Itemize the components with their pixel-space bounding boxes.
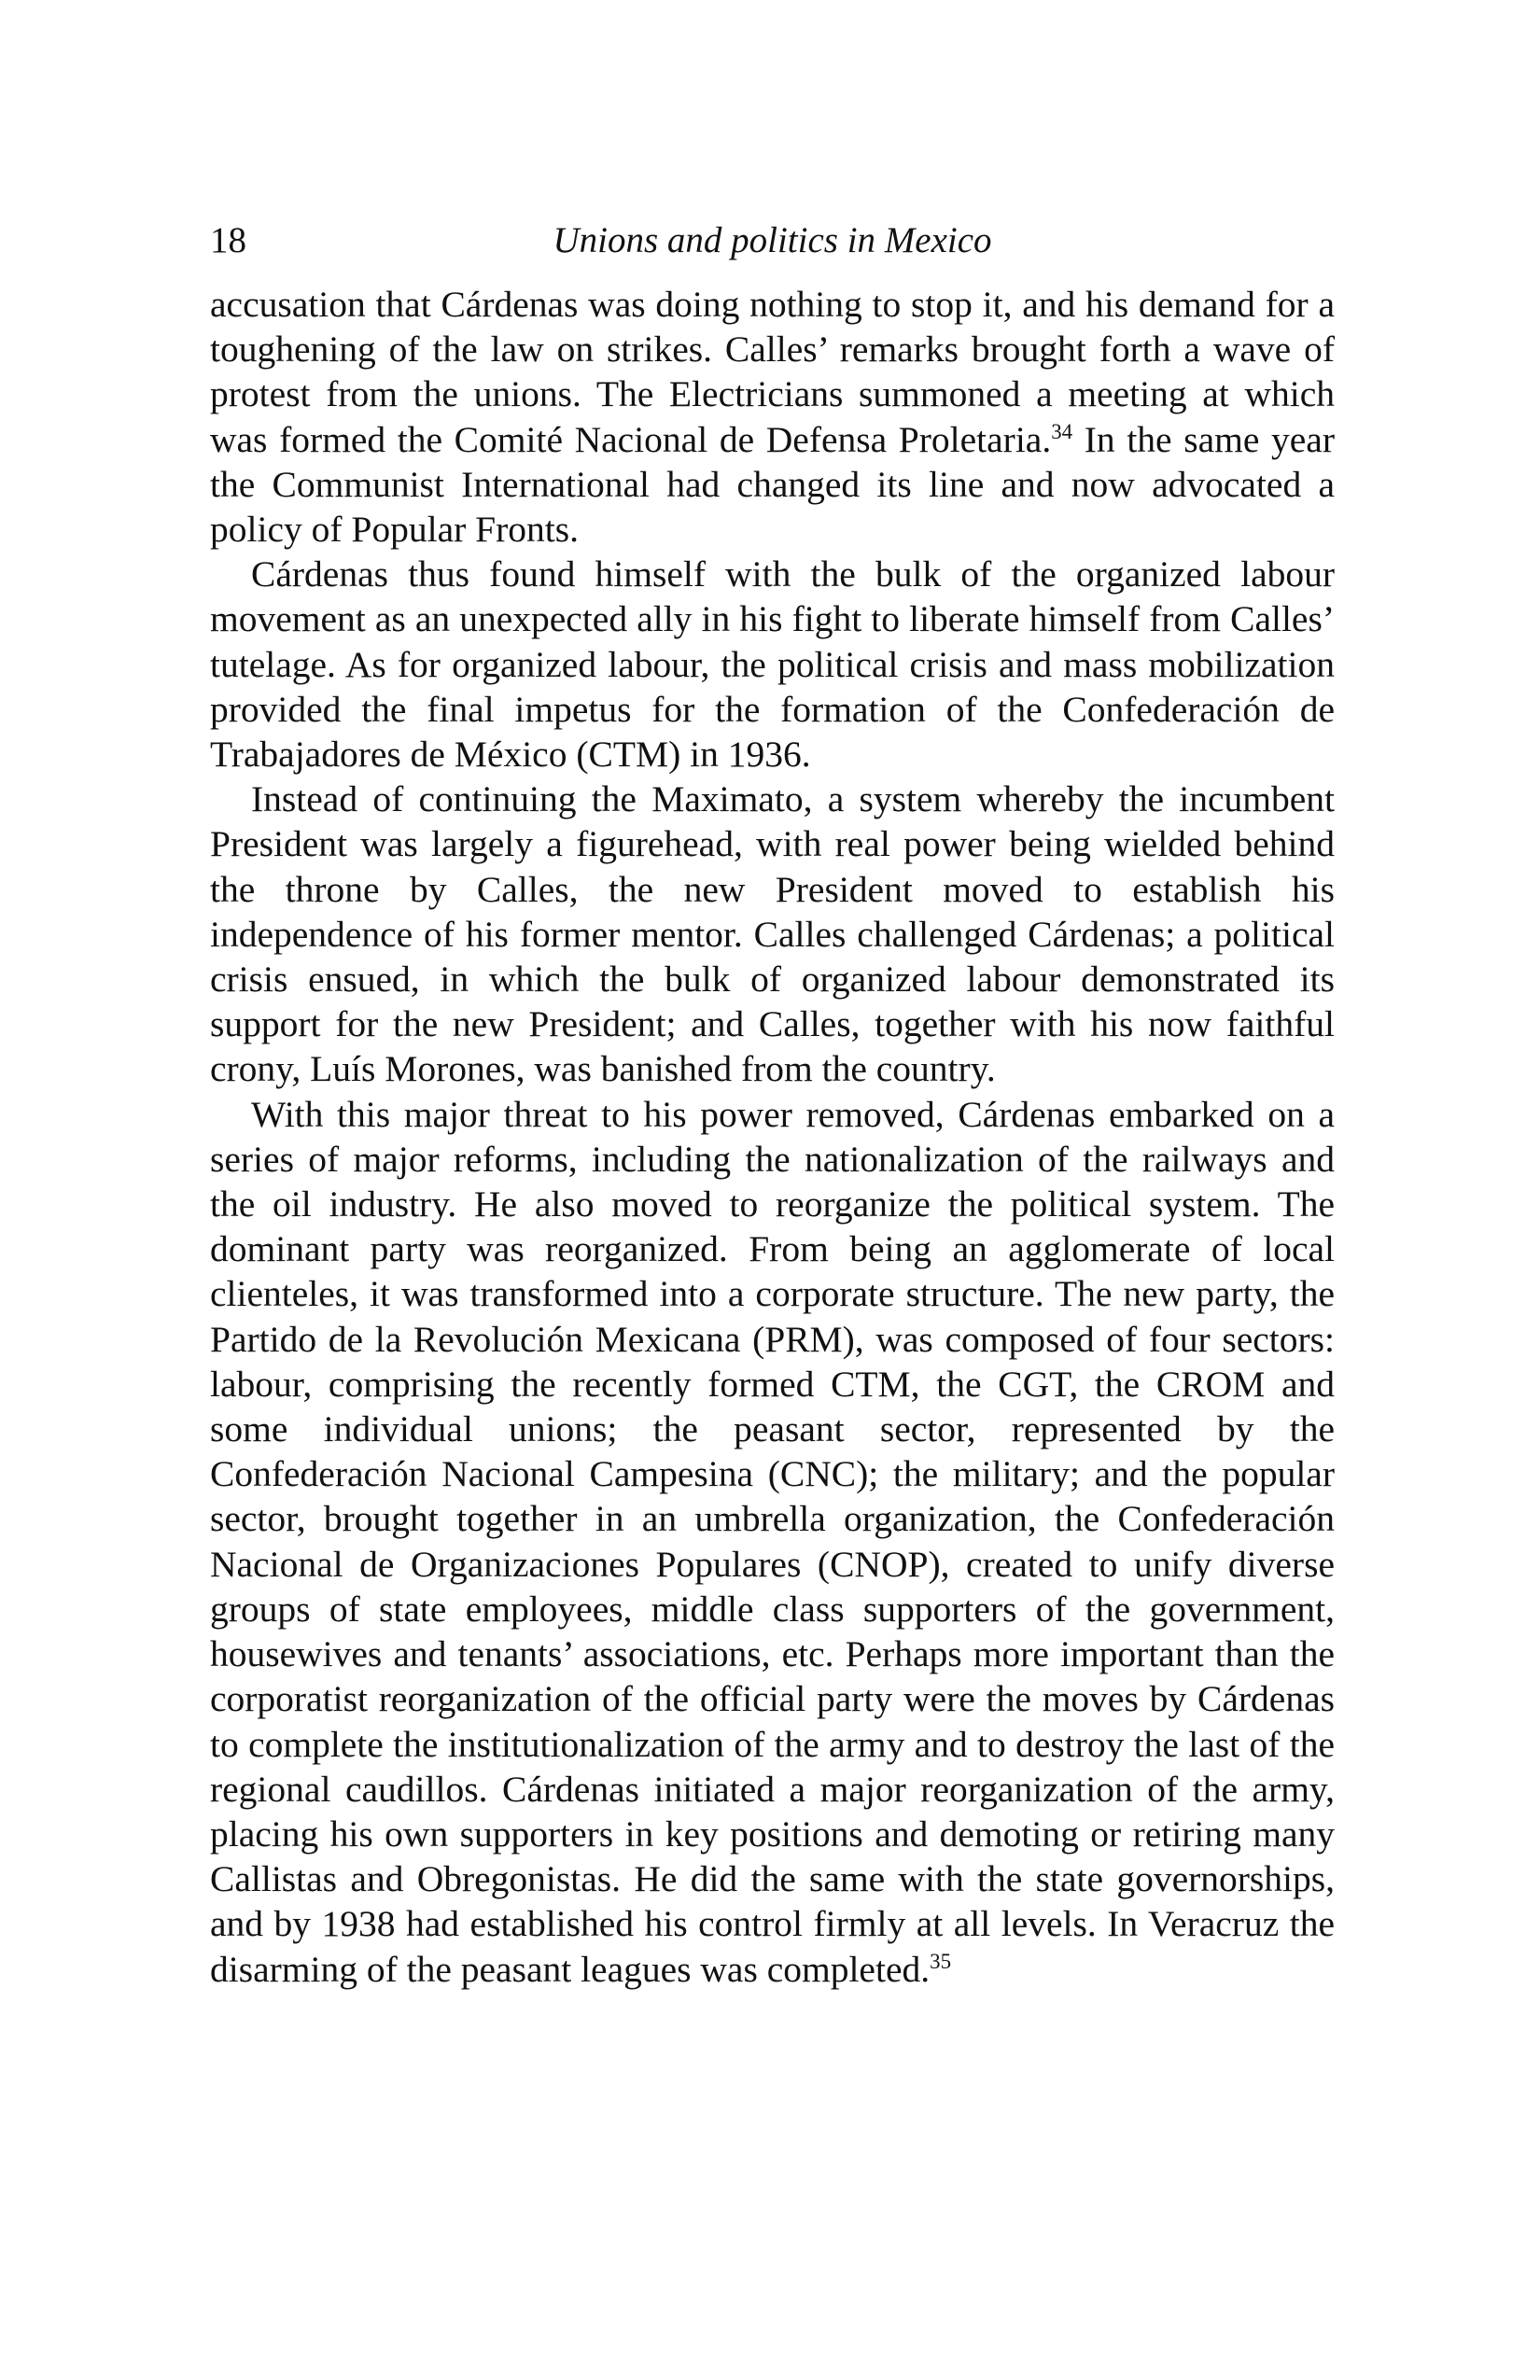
- body-text: [210, 282, 1335, 1992]
- paragraph-2: Cárdenas thus found himself with the bulk of the organized labour movement as an unexpected ally in his fight to liberate himself from Calles’ tutelage. As for organized labour, the political crisis and mass mobilization provided the final impetus for the formation of the Confederación de Trabajadores de México (CTM) in 1936.: [210, 553, 1335, 776]
- running-head: [210, 213, 1335, 269]
- paragraph-1-text-a: accusation that Cárdenas was doing nothing to stop it, and his demand for a toughening of the law on strikes. Calles’ remarks brought forth a wave of protest from the unions. The Electricians summoned a meeting at which was formed the Comité Nacional de Defensa Proletaria.: [210, 284, 1335, 460]
- paragraph-4: [210, 1092, 1335, 1992]
- paragraph-3: Instead of continuing the Maximato, a system whereby the incumbent President was largely a figurehead, with real power being wielded behind the throne by Calles, the new President moved to establish his independence of his former mentor. Calles challenged Cárdenas; a political crisis ensued, in which the bulk of organized labour demonstrated its support for the new President; and Calles, together with his now faithful crony, Luís Morones, was banished from the country.: [210, 778, 1335, 1090]
- paragraph-1: [210, 282, 1335, 552]
- running-title: Unions and politics in Mexico: [553, 220, 992, 260]
- paragraph-4-text-a: With this major threat to his power removed, Cárdenas embarked on a series of major reforms, including the nationalization of the railways and the oil industry. He also moved to reorganize the political system. The dominant party was reorganized. From being an agglomerate of local clienteles, it was transformed into a corporate structure. The new party, the Partido de la Revolución Mexicana (PRM), was composed of four sectors: labour, comprising the recently formed CTM, the CGT, the CROM and some individual unions; the peasant sector, represented by the Confederación Nacional Campesina (CNC); the military; and the popular sector, brought together in an umbrella organization, the Confederación Nacional de Organizaciones Populares (CNOP), created to unify diverse groups of state employees, middle class supporters of the government, housewives and tenants’ associations, etc. Perhaps more important than the corporatist reorganization of the official party were the moves by Cárdenas to complete the institutionalization of the army and to destroy the last of the regional caudillos. Cárdenas initiated a major reorganization of the army, placing his own supporters in key positions and demoting or retiring many Callistas and Obregonistas. He did the same with the state governorships, and by 1938 had established his control firmly at all levels. In Veracruz the disarming of the peasant leagues was completed.: [210, 1093, 1335, 1990]
- page-number: 18: [210, 220, 246, 260]
- paragraph-1-text-b: In the same year the Communist International had changed its line and now advocated a policy of Popular Fronts.: [210, 418, 1335, 551]
- footnote-ref-34: 34: [1051, 419, 1073, 443]
- footnote-ref-35: 35: [930, 1949, 952, 1973]
